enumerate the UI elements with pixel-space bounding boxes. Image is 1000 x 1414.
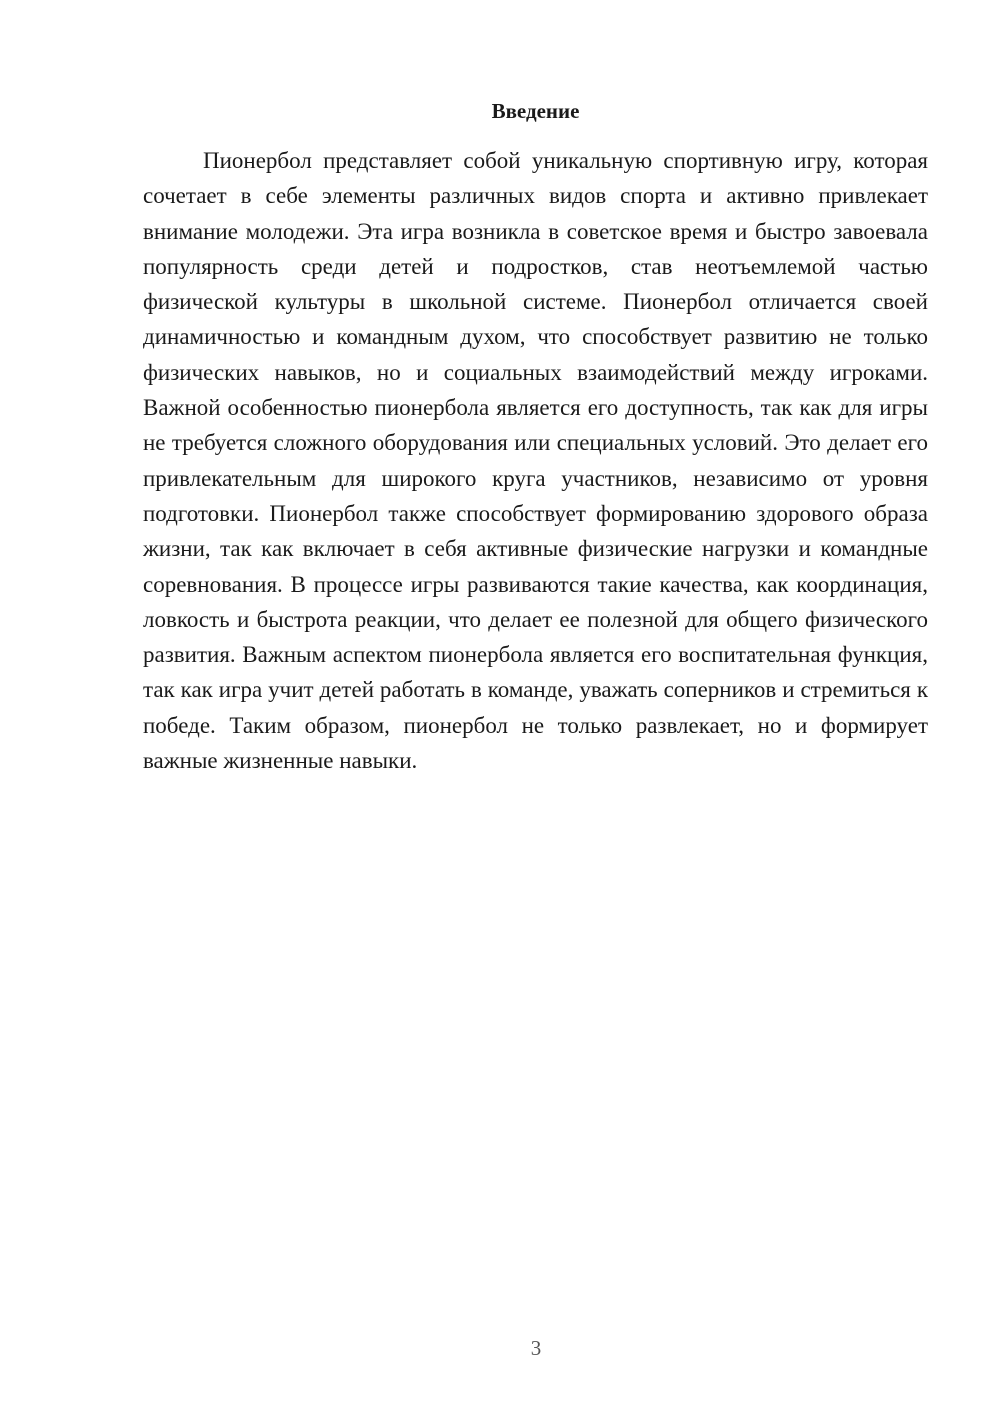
page-number: 3 <box>530 1336 542 1360</box>
section-heading: Введение <box>491 99 580 123</box>
body-paragraph: Пионербол представляет собой уникальную спортивную игру, которая сочетает в себе элементы различных видов спорта и активно привлекает внимание молодежи. Эта игра возникла в советское время и быстро завоевала популярность среди детей и подростков, став неотъемлемой частью физической культуры в школьной системе. Пионербол отличается своей динамичностью и командным духом, что способствует развитию не только физических навыков, но и социальных взаимодействий между игроками. Важной особенностью пионербола является его доступность, так как для игры не требуется сложного оборудования или специальных условий. Это делает его привлекательным для широкого круга участников, независимо от уровня подготовки. Пионербол также способствует формированию здорового образа жизни, так как включает в себя активные физические нагрузки и командные соревнования. В процессе игры развиваются такие качества, как координация, ловкость и быстрота реакции, что делает ее полезной для общего физического развития. Важным аспектом пионербола является его воспитательная функция, так как игра учит детей работать в команде, уважать соперников и стремиться к победе. Таким образом, пионербол не только развлекает, но и формирует важные жизненные навыки. <box>143 148 928 774</box>
